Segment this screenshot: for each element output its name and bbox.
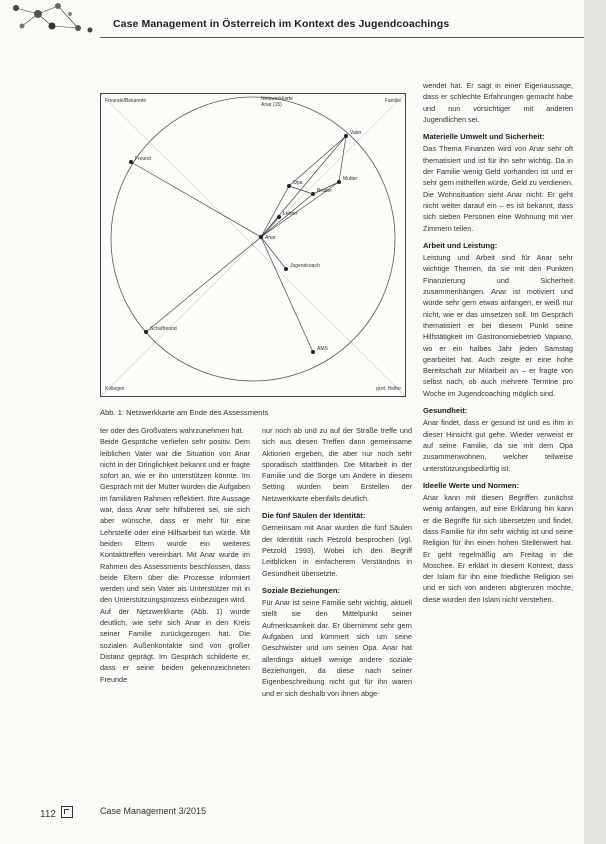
quadrant-label-bottom-right: prof. Helfer xyxy=(376,386,401,392)
journal-box-icon xyxy=(61,806,73,818)
quadrant-label-top-left: Freunde/Bekannte xyxy=(105,98,147,104)
figure-note-2: Anar (15) xyxy=(261,102,282,108)
network-node-label: Opa xyxy=(293,180,303,186)
center-label: Anar xyxy=(265,235,276,241)
network-node-label: Mutter xyxy=(343,176,358,182)
section-heading: Materielle Umwelt und Sicherheit: xyxy=(423,132,545,142)
section-heading: Gesundheit: xyxy=(423,406,468,416)
paragraph: Anar findet, dass er gesund ist und es ihm in dieser Hinsicht gut gehe. Wieder verweist er auf seine Familie, da sie mit dem Opa zusammenwohnen, welcher teilweise unterstützungsbedürftig ist. xyxy=(423,418,573,473)
page-edge-shadow xyxy=(584,0,606,844)
network-map-svg xyxy=(101,94,405,396)
text-column-3 xyxy=(423,80,573,605)
quadrant-label-top-right: Familie xyxy=(384,98,401,104)
network-node xyxy=(129,160,133,164)
header-rule xyxy=(100,37,596,38)
network-edge xyxy=(131,162,261,237)
network-node-label: Vater xyxy=(350,130,362,136)
network-node xyxy=(344,134,348,138)
network-node-label: Bruder xyxy=(317,188,333,194)
network-node xyxy=(277,215,281,219)
network-node-label: Schulfreund xyxy=(150,326,177,332)
text-column-2 xyxy=(262,425,412,699)
network-node xyxy=(337,180,341,184)
paragraph: Für Anar ist seine Familie sehr wichtig, aktuell stellt sie den Mittelpunkt seiner Aufmerksamkeit dar. Er übernimmt sehr gern Aufgaben und kümmert sich um seine Geschwister und um seinen Opa. Anar hat allerdings aktuell wenige andere soziale Beziehungen, da diese nach seiner Eigenbeschreibung nicht gut für ihn waren und er sich deshalb von ihnen abge- xyxy=(262,598,412,698)
journal-name: Case Management 3/2015 xyxy=(100,806,207,816)
section-heading: Soziale Beziehungen: xyxy=(262,585,341,595)
paragraph: Anar kann mit diesen Begriffen zunächst wenig anfangen, auf eine Erklärung hin kann er die Begriffe für sich übersetzen und findet, dass Familie für ihn sehr wichtig ist und seine Religion für ihn einen hohen Stellenwert hat. Er geht regelmäßig am Freitag in die Moschee. Er erklärt in diesem Kontext, dass der Islam für ihn eine friedliche Religion sei und er sich von anderen abgrenzen möchte, diese wurden den Islam nicht verstehen. xyxy=(423,493,573,604)
network-node xyxy=(287,184,291,188)
network-edge xyxy=(289,186,313,194)
network-node-label: Lehrer xyxy=(283,211,298,217)
network-logo-graphic xyxy=(8,0,100,36)
paragraph: Leistung und Arbeit sind für Anar sehr wichtige Themen, da sie mit den Punkten Finanzierung und Sicherheit zusammenhängen. Anar ist motiviert und würde sehr gern etwas anfangen, er weiß nur nicht, wie er das umsetzen soll. Im Gespräch thematisiert er bei diesem Punkt seine Hilfstätigkeit im Gastronomiebetrieb Vapiano, wo er ein halbes Jahr jeden Samstag gearbeitet hat. Auch zeigte er eine hohe Bereitschaft zur Mitarbeit an – er fragte von selbst nach, ob auch mehrere Termine pro Woche im Jugendcoaching möglich sind. xyxy=(423,253,573,398)
page-number-area xyxy=(40,806,73,820)
section-heading: Ideelle Werte und Normen: xyxy=(423,480,520,490)
paragraph: wendet hat. Er sagt in einer Eigenaussage, dass er schlechte Erfahrungen gemacht habe und nun vorsichtiger mit anderen Jugendlichen sei. xyxy=(423,81,573,124)
figure-caption: Abb. 1: Netzwerkkarte am Ende des Assessments xyxy=(100,408,269,417)
text-column-1 xyxy=(100,425,250,685)
network-node-label: AMS xyxy=(317,346,328,352)
center-node xyxy=(259,235,263,239)
section-heading: Arbeit und Leistung: xyxy=(423,240,498,250)
network-node xyxy=(284,267,288,271)
paragraph: Gemeinsam mit Anar wurden die fünf Säulen der Identität nach Petzold besprochen (vgl. Petzold 1993). Wobei ich den Begriff Leitblicken in einfacherem Verständnis in Gesundheit übersetzte. xyxy=(262,523,412,578)
section-heading: Die fünf Säulen der Identität: xyxy=(262,511,366,521)
page-number: 112 xyxy=(40,809,56,820)
network-node xyxy=(144,330,148,334)
network-node-label: Freund xyxy=(135,156,151,162)
paragraph: Das Thema Finanzen wird von Anar sehr oft thematisiert und ist für ihn sehr wichtig. Da in der Familie wenig Geld vorhanden ist und er sehr gern mithelfen würde, Geld zu verdienen. Die Wohnsituation sieht Anar nicht. Er geht nicht weiter darauf ein – es ist bekannt, dass sich sieben Personen eine Wohnung mit vier Zimmern teilen. xyxy=(423,144,573,233)
paragraph: Auf der Netzwerkkarte (Abb. 1) wurde deutlich, wie sehr sich Anar in den Kreis seiner Familie zurückgezogen hat. Die sozialen Außenkontakte sind von großer Distanz geprägt. Im Gespräch schilderte er, dass er seine beiden gekennzeichneten Freunde xyxy=(100,606,250,684)
paragraph: nur noch ab und zu auf der Straße treffe und sich aus diesen Treffen dann gemeinsame Aktionen ergeben, die aber nur noch sehr sporadisch stattfänden. Die Mitarbeit in der Familie und die Sorge um Andere in diesem Setting wurden beim Erstellen der Netzwerkkarte ebenfalls deutlich. xyxy=(262,426,412,503)
running-header-title: Case Management in Österreich im Kontext des Jugendcoachings xyxy=(113,18,450,30)
network-edge xyxy=(261,136,346,237)
outer-circle xyxy=(111,97,395,381)
paragraph: Beide Gespräche verliefen sehr positiv. Dem leiblichen Vater war die Situation von Anar nicht in der Dringlichkeit bekannt und er fragte sofort an, wie er ihn unterstützen könnte. Im Gespräch mit der Mutter wurden die Aufgaben im familiären Rahmen reflektiert. Ihre Aussage war, dass Anar sehr hilfsbereit sei, sie sich aber wünsche, dass er mehr für eine Lehrstelle oder eine Hilfsarbeit tun würde. Mit beiden Eltern wurde ein weiteres Kontakttreffen vereinbart. Mit Anar wurde im Rahmen des Assessments beschlossen, dass beide Eltern über die Prozesse informiert werden und sein Vater als Unterstützer mit in den Unterstützungsprozess einbezogen wird. xyxy=(100,437,250,605)
network-edge xyxy=(261,237,313,352)
figure-note-1: Netzwerkkarte xyxy=(261,96,293,102)
network-node-label: Jugendcoach xyxy=(290,263,320,269)
network-node xyxy=(311,350,315,354)
paragraph: ter oder des Großvaters wahrzunehmen hat. xyxy=(100,426,244,435)
network-edge xyxy=(146,237,261,332)
network-node xyxy=(311,192,315,196)
quadrant-label-bottom-left: Kollegen xyxy=(105,386,125,392)
network-map-figure xyxy=(100,93,406,397)
